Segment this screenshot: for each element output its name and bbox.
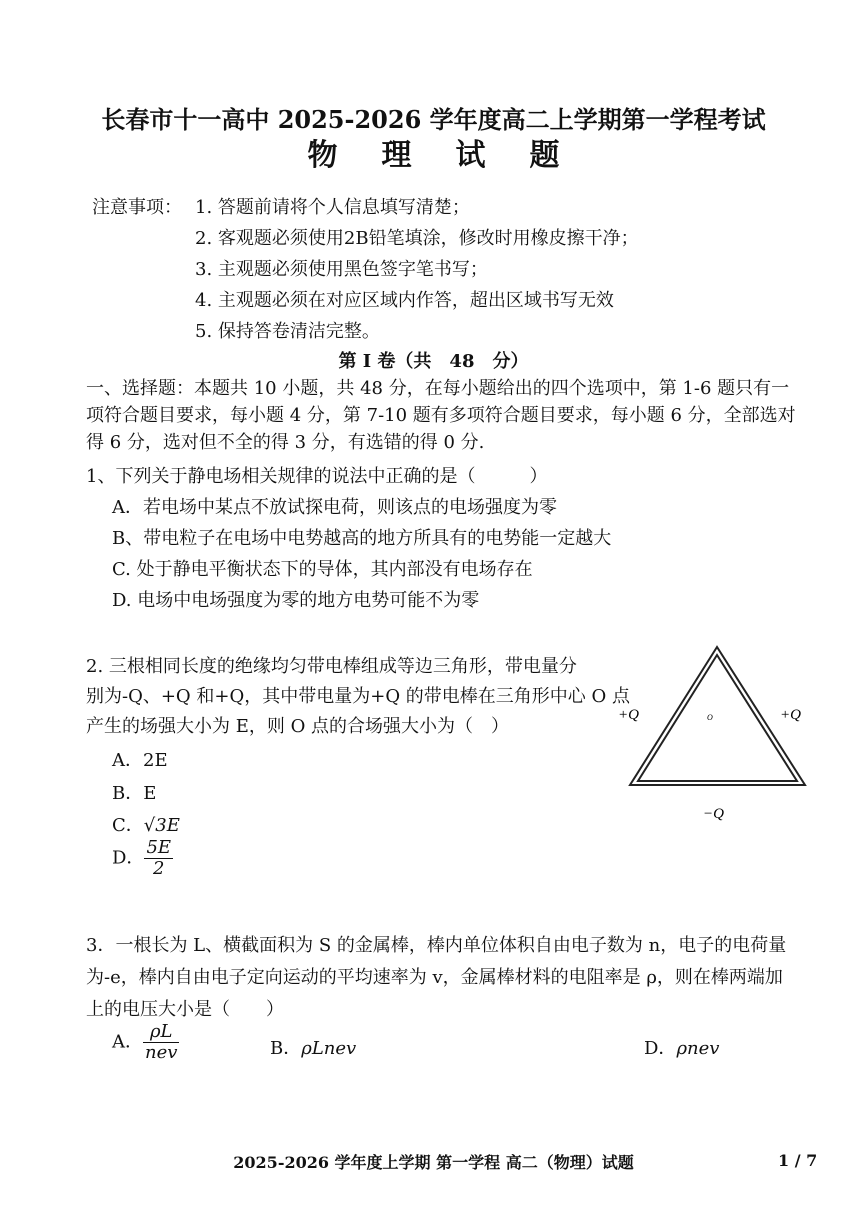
subject-char: 物 [307,138,338,173]
section-instruction: 得 6 分，选对但不全的得 3 分，有选错的得 0 分. [86,432,485,453]
triangle-inner [638,655,797,781]
q2-option-c [112,811,180,837]
q2-stem-line: 2. 三根相同长度的绝缘均匀带电棒组成等边三角形，带电量分 [86,656,577,677]
q2-option-d-fraction [144,838,173,879]
q2-option-b: B．E [112,783,157,804]
q3-option-a-fraction [143,1022,179,1063]
q3-option-d-value: ρnev [676,1038,720,1059]
section-instruction: 项符合题目要求，每小题 4 分，第 7-10 题有多项符合题目要求，每小题 6 分，全部选对 [86,405,796,426]
section-instruction: 一、选择题：本题共 10 小题，共 48 分，在每小题给出的四个选项中，第 1-6 题只有一 [86,378,790,399]
notes-item: 5. 保持答卷清洁完整。 [195,321,380,342]
q2-option-d-label: D． [112,847,145,869]
center-point-label: O [707,713,713,722]
q1-option-c: C. 处于静电平衡状态下的导体，其内部没有电场存在 [112,559,533,580]
subject-char: 理 [381,138,412,173]
q3-option-b-value: ρLnev [301,1038,357,1059]
fraction-numerator: ρL [143,1022,179,1043]
volume-title: 第 Ⅰ 卷（共 48 分） [338,351,529,372]
q3-option-b-label: B． [270,1038,302,1059]
notes-label: 注意事项： [92,197,182,218]
q3-option-d-label: D． [644,1038,677,1059]
q2-option-c-label: C． [112,815,144,836]
q2-option-a: A．2E [112,750,168,771]
triangle-outer [630,647,805,785]
subject-title [0,130,867,174]
triangle-figure [610,635,830,825]
fraction-denominator: nev [145,1041,178,1063]
q3-option-a [112,1022,179,1063]
notes-item: 4. 主观题必须在对应区域内作答，超出区域书写无效 [195,290,614,311]
q1-option-d: D. 电场中电场强度为零的地方电势可能不为零 [112,590,480,611]
q3-stem-line: 为-e，棒内自由电子定向运动的平均速率为 v，金属棒材料的电阻率是 ρ，则在棒两端加 [86,967,783,988]
q3-option-d [644,1034,719,1060]
left-charge-label: +Q [618,707,639,723]
q2-option-c-value: √3E [143,815,180,836]
q1-option-b: B、带电粒子在电场中电势越高的地方所具有的电势能一定越大 [112,528,612,549]
subject-char: 题 [529,138,560,173]
q1-stem: 1、下列关于静电场相关规律的说法中正确的是（ ） [86,466,548,487]
q1-option-a: A．若电场中某点不放试探电荷，则该点的电场强度为零 [112,497,557,518]
q3-stem-line: 3．一根长为 L、横截面积为 S 的金属棒，棒内单位体积自由电子数为 n，电子的电荷量 [86,935,787,956]
page-footer: 2025-2026 学年度上学期 第一学程 高二（物理）试题 [233,1153,634,1172]
page-number: 1 / 7 [778,1151,818,1170]
fraction-numerator: 5E [146,837,172,858]
fraction-denominator: 2 [153,857,165,879]
notes-item: 1. 答题前请将个人信息填写清楚； [195,197,470,218]
q3-option-a-label: A． [112,1031,143,1053]
q3-stem-line: 上的电压大小是（ ） [86,999,284,1020]
bottom-charge-label: −Q [703,806,724,822]
right-charge-label: +Q [780,707,801,723]
q2-stem-line: 产生的场强大小为 E，则 O 点的合场强大小为（ ） [86,716,510,737]
exam-title: 长春市十一高中 2025-2026 学年度高二上学期第一学程考试 [101,105,766,134]
notes-item: 2. 客观题必须使用2B铅笔填涂，修改时用橡皮擦干净； [195,228,639,249]
subject-char: 试 [455,138,486,173]
q3-option-b [270,1034,356,1060]
q2-option-d [112,838,173,879]
notes-item: 3. 主观题必须使用黑色签字笔书写； [195,259,488,280]
q2-stem-line: 别为-Q、+Q 和+Q，其中带电量为+Q 的带电棒在三角形中心 O 点 [86,686,630,707]
